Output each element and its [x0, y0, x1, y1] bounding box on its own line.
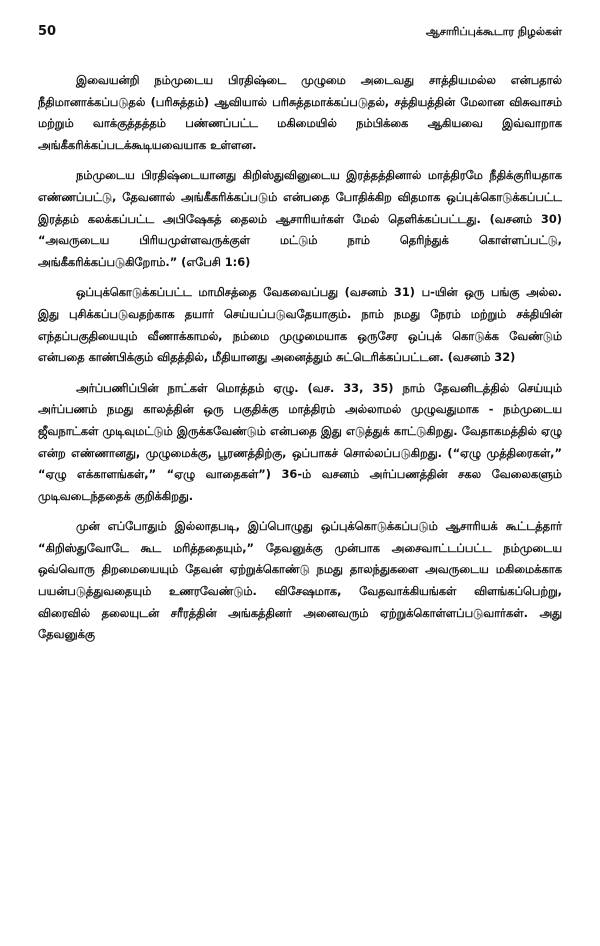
paragraph: முன் எப்போதும் இல்லாதபடி, இப்பொழுது ஒப்புக்கொடுக்கப்படும் ஆசாரியக் கூட்டத்தார் “கிறிஸ்துவோடே கூட மரித்ததையும்,” தேவனுக்கு முன்பாக அசைவாட்டப்பட்ட நம்முடைய ஒவ்வொரு திறமையையும் தேவன் ஏற்றுக்கொண்டு நமது தாலந்துகளை அவருடைய மகிமைக்காக பயன்படுத்துவதையும் உணரவேண்டும். விசேஷமாக, வேதவாக்கியங்கள் விளங்கப்பெற்று, விரைவில் தலையுடன் சரீரத்தின் அங்கத்தினர் அனைவரும் ஏற்றுக்கொள்ளப்படுவார்கள். அது தேவனுக்கு — [38, 519, 562, 642]
running-head: ஆசாரிப்புக்கூடார நிழல்கள் — [425, 25, 562, 38]
paragraph: ஒப்புக்கொடுக்கப்பட்ட மாமிசத்தை வேகவைப்பது (வசனம் 31) ப-யின் ஒரு பங்கு அல்ல. இது புசிக்கப்படுவதற்காக தயார் செய்யப்படுவதேயாகும். நாம் நமது நேரம் மற்றும் சக்தியின் எந்தப்பகுதியையும் வீணாக்காமல், நம்மை முழுமையாக ஒருசேர ஒப்புக் கொடுக்க வேண்டும் என்பதை காண்பிக்கும் விதத்தில், மீதியானது அனைத்தும் சுட்டெரிக்கப்பட்டன. (வசனம் 32) — [38, 285, 562, 365]
page-header — [38, 24, 562, 46]
page-number: 50 — [38, 24, 57, 39]
paragraph: நம்முடைய பிரதிஷ்டையானது கிறிஸ்துவினுடைய இரத்தத்தினால் மாத்திரமே நீதிக்குரியதாக எண்ணப்பட்டு, தேவனால் அங்கீகரிக்கப்படும் என்பதை போதிக்கிற விதமாக ஒப்புக்கொடுக்கப்பட்ட இரத்தம் கலக்கப்பட்ட அபிஷேகத் தைலம் ஆசாரியர்கள் மேல் தெளிக்கப்பட்டது. (வசனம் 30) “அவருடைய பிரியமுள்ளவருக்குள் மட்டும் நாம் தெரிந்துக் கொள்ளப்பட்டு, அங்கீகரிக்கப்படுகிறோம்.” (எபேசி 1:6) — [38, 168, 562, 269]
paragraph: அர்ப்பணிப்பின் நாட்கள் மொத்தம் ஏழு. (வச. 33, 35) நாம் தேவனிடத்தில் செய்யும் அர்ப்பணம் நமது காலத்தின் ஒரு பகுதிக்கு மாத்திரம் அல்லாமல் முழுவதுமாக - நம்முடைய ஜீவநாட்கள் முடிவுமட்டும் இருக்கவேண்டும் என்பதை இது எடுத்துக் காட்டுகிறது. வேதாகமத்தில் ஏழு என்ற எண்ணானது, முழுமைக்கு, பூரணத்திற்கு, ஒப்பாகச் சொல்லப்படுகிறது. (“ஏழு முத்திரைகள்,” “ஏழு எக்காளங்கள்,” “ஏழு வாதைகள்”) 36-ம் வசனம் அர்ப்பணத்தின் சகல வேலைகளும் முடிவடைந்ததைக் குறிக்கிறது. — [38, 380, 562, 503]
paragraph: இவையன்றி நம்முடைய பிரதிஷ்டை முழுமை அடைவது சாத்தியமல்ல என்பதால் நீதிமானாக்கப்படுதல் (பரிசுத்தம்) ஆவியால் பரிசுத்தமாக்கப்படுதல், சத்தியத்தின் மேலான விசுவாசம் மற்றும் வாக்குத்தத்தம் பண்ணப்பட்ட மகிமையில் நம்பிக்கை ஆகியவை இவ்வாறாக அங்கீகரிக்கப்படக்கூடியவையாக உள்ளன. — [38, 73, 562, 152]
